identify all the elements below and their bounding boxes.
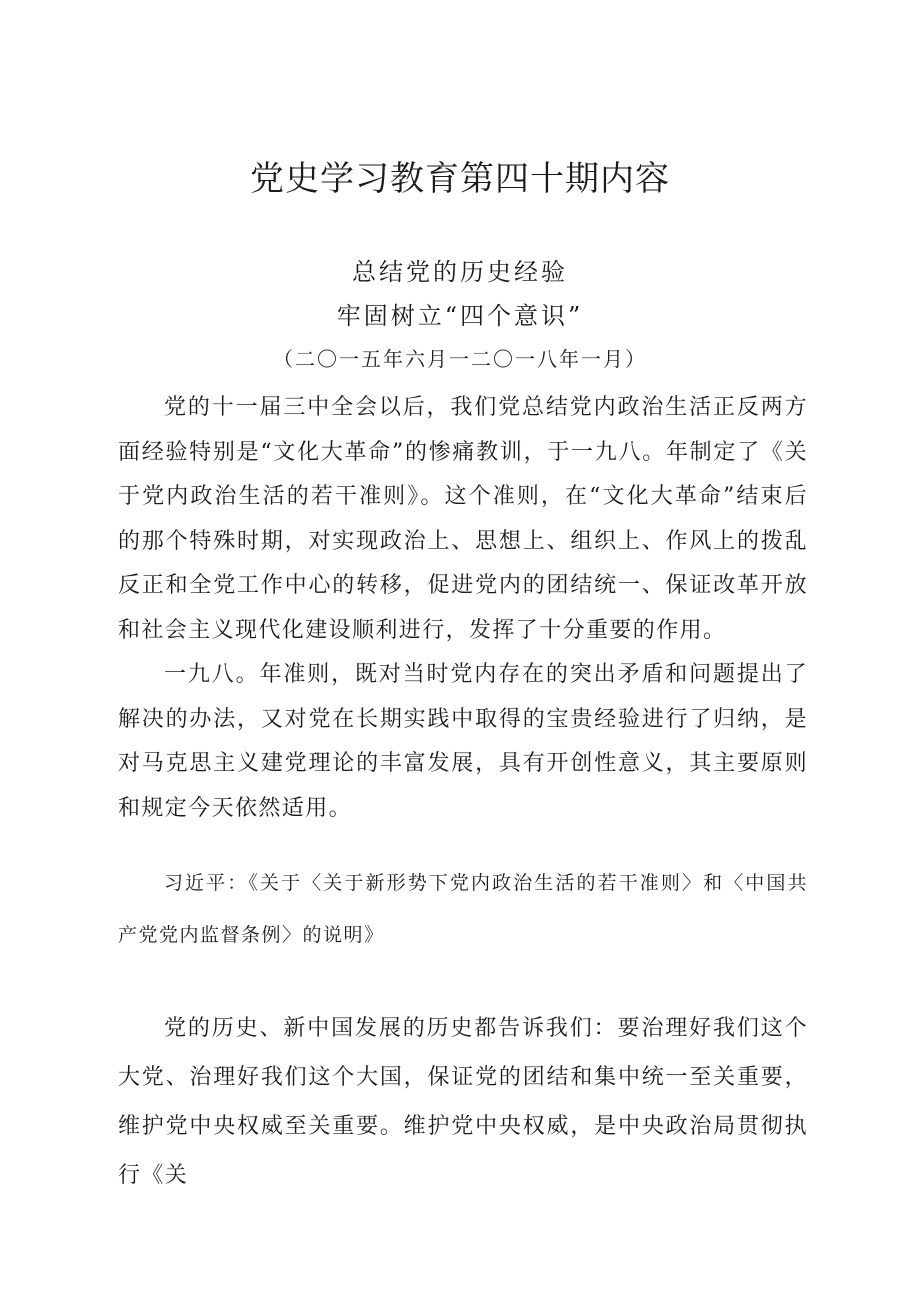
subtitle-line-1: 总结党的历史经验	[352, 258, 568, 286]
paragraph-1: 党的十一届三中全会以后，我们党总结党内政治生活正反两方面经验特别是“文化大革命”的惨痛教训，于一九八。年制定了《关于党内政治生活的若干准则》。这个准则，在“文化大革命”结束后的那个特殊时期，对实现政治上、思想上、组织上、作风上的拨乱反正和全党工作中心的转移，促进党内的团结统一、保证改革开放和社会主义现代化建设顺利进行，发挥了十分重要的作用。	[118, 395, 808, 643]
date-range: （二〇一五年六月一二〇一八年一月）	[273, 347, 647, 371]
paragraph-3: 党的历史、新中国发展的历史都告诉我们：要治理好我们这个大党、治理好我们这个大国，保证党的团结和集中统一至关重要，维护党中央权威至关重要。维护党中央权威，是中央政治局贯彻执行《关	[118, 1016, 808, 1188]
document-title: 党史学习教育第四十期内容	[250, 159, 670, 199]
paragraph-1-block	[118, 386, 808, 653]
subtitle-line-2: 牢固树立“四个意识”	[336, 302, 584, 330]
paragraph-2: 一九八。年准则，既对当时党内存在的突出矛盾和问题提出了解决的办法，又对党在长期实践中取得的宝贵经验进行了归纳，是对马克思主义建党理论的丰富发展，具有开创性意义，其主要原则和规定今天依然适用。	[118, 662, 808, 821]
source-citation: 习近平：《关于〈关于新形势下党内政治生活的若干准则〉和〈中国共产党党内监督条例〉的说明》	[118, 872, 808, 946]
paragraph-2-block	[118, 653, 808, 831]
paragraph-3-block	[118, 1004, 808, 1200]
